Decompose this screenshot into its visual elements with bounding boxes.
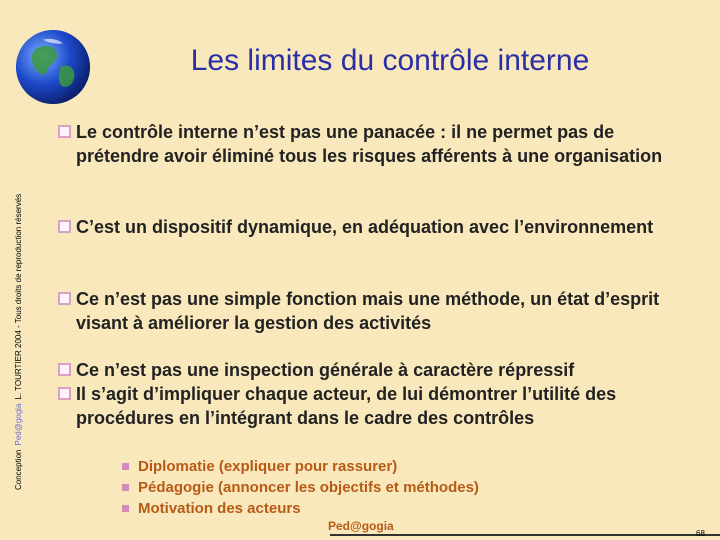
bullet-item	[58, 215, 698, 239]
sub-bullet-item	[120, 477, 560, 498]
sub-bullet-text: Diplomatie (expliquer pour rassurer)	[138, 458, 398, 475]
bullet-item	[58, 287, 698, 335]
sub-bullet-square-icon	[122, 484, 129, 491]
sub-bullet-text: Motivation des acteurs	[138, 500, 301, 517]
bullet-item	[58, 120, 698, 168]
page-number: 68	[696, 529, 705, 538]
globe-icon	[14, 28, 92, 106]
footer-logo: Ped@gogia	[328, 519, 394, 533]
bullet-text: Il s’agit d’impliquer chaque acteur, de lui démontrer l’utilité des procédures en l’intégrant dans le cadre des contrôles	[76, 384, 617, 428]
sub-bullet-square-icon	[122, 505, 129, 512]
sub-bullet-text: Pédagogie (annoncer les objectifs et méthodes)	[138, 479, 479, 496]
side-credit-brand: Ped@gogia	[14, 403, 23, 446]
footer-divider	[330, 534, 720, 536]
bullet-text: Le contrôle interne n’est pas une panacée : il ne permet pas de prétendre avoir éliminé tous les risques afférents à une organisation	[76, 122, 663, 166]
side-credit	[14, 190, 26, 490]
bullet-text: Ce n’est pas une simple fonction mais une méthode, un état d’esprit visant à améliorer la gestion des activités	[76, 289, 660, 333]
bullet-box-icon	[58, 387, 71, 400]
sub-bullet-square-icon	[122, 463, 129, 470]
bullet-box-icon	[58, 220, 71, 233]
bullet-box-icon	[58, 292, 71, 305]
sub-bullet-item	[120, 456, 560, 477]
slide-title: Les limites du contrôle interne	[190, 44, 590, 77]
bullet-text: C’est un dispositif dynamique, en adéquation avec l’environnement	[76, 217, 654, 237]
bullet-text: Ce n’est pas une inspection générale à caractère répressif	[76, 360, 575, 380]
side-credit-prefix: Conception	[14, 449, 23, 490]
bullet-item	[58, 358, 698, 382]
bullet-box-icon	[58, 125, 71, 138]
bullet-box-icon	[58, 363, 71, 376]
sub-bullet-item	[120, 498, 560, 519]
side-credit-suffix: L. TOURTIER 2004 - Tous droits de reproduction réservés	[14, 193, 23, 400]
bullet-item	[58, 382, 698, 430]
